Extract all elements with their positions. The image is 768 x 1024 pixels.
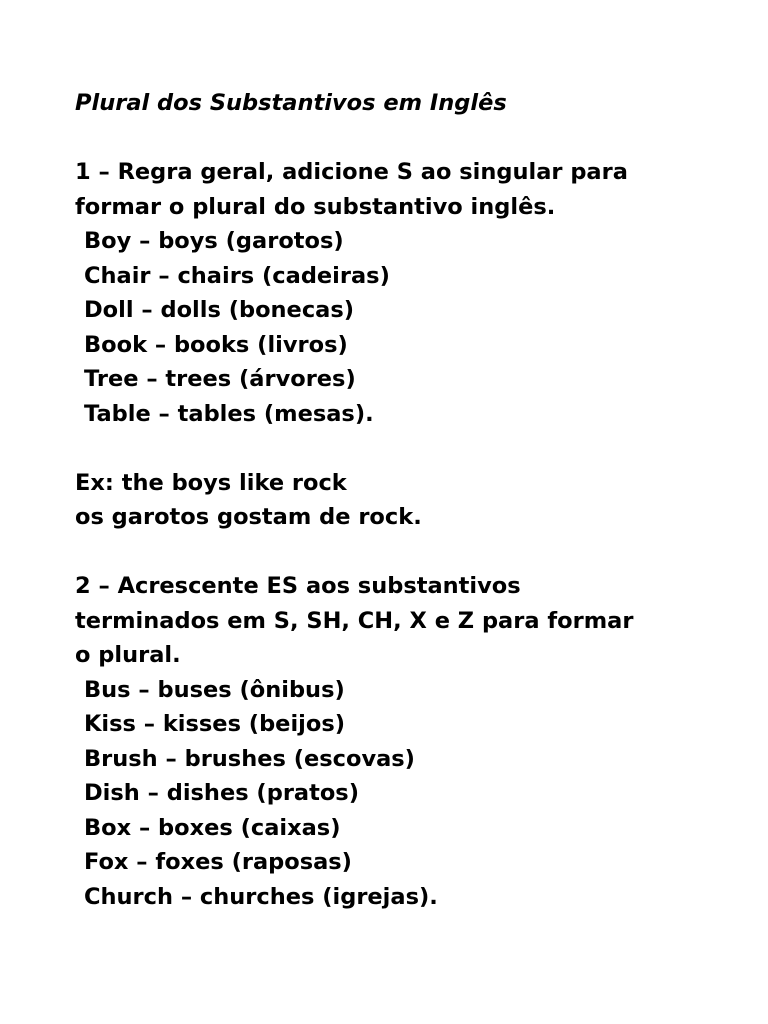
spacer [75, 121, 735, 156]
example-sentence-portuguese: os garotos gostam de rock. [75, 504, 422, 530]
example-sentence-english: Ex: the boys like rock [75, 469, 347, 496]
rule-2-example: Box – boxes (caixas) [84, 814, 341, 841]
spacer [75, 535, 735, 570]
rule-2-text-line: terminados em S, SH, CH, X e Z para formar [75, 607, 634, 634]
spacer [75, 431, 735, 466]
rule-1-section [75, 155, 735, 431]
rule-1-example: Tree – trees (árvores) [84, 366, 356, 392]
rule-2-text-line: 2 – Acrescente ES aos substantivos [75, 573, 521, 599]
rule-2-text-line: o plural. [75, 642, 181, 668]
rule-1-text-line: 1 – Regra geral, adicione S ao singular para [75, 159, 628, 185]
rule-1-example: Doll – dolls (bonecas) [84, 297, 355, 323]
rule-2-example: Fox – foxes (raposas) [84, 849, 352, 875]
rule-2-example: Brush – brushes (escovas) [84, 745, 415, 772]
rule-1-example: Boy – boys (garotos) [84, 228, 344, 254]
rule-1-example: Table – tables (mesas). [84, 400, 374, 427]
rule-2-example: Dish – dishes (pratos) [84, 780, 359, 806]
rule-1-text-line: formar o plural do substantivo inglês. [75, 193, 556, 220]
rule-2-example: Church – churches (igrejas). [84, 883, 438, 910]
rule-1-example: Chair – chairs (cadeiras) [84, 262, 390, 289]
example-sentence-section [75, 466, 735, 535]
rule-2-section [75, 569, 735, 914]
document-page [75, 86, 735, 914]
rule-2-example: Kiss – kisses (beijos) [84, 711, 346, 737]
document-title: Plural dos Substantivos em Inglês [75, 90, 507, 116]
rule-1-example: Book – books (livros) [84, 331, 348, 358]
rule-2-example: Bus – buses (ônibus) [84, 676, 345, 703]
